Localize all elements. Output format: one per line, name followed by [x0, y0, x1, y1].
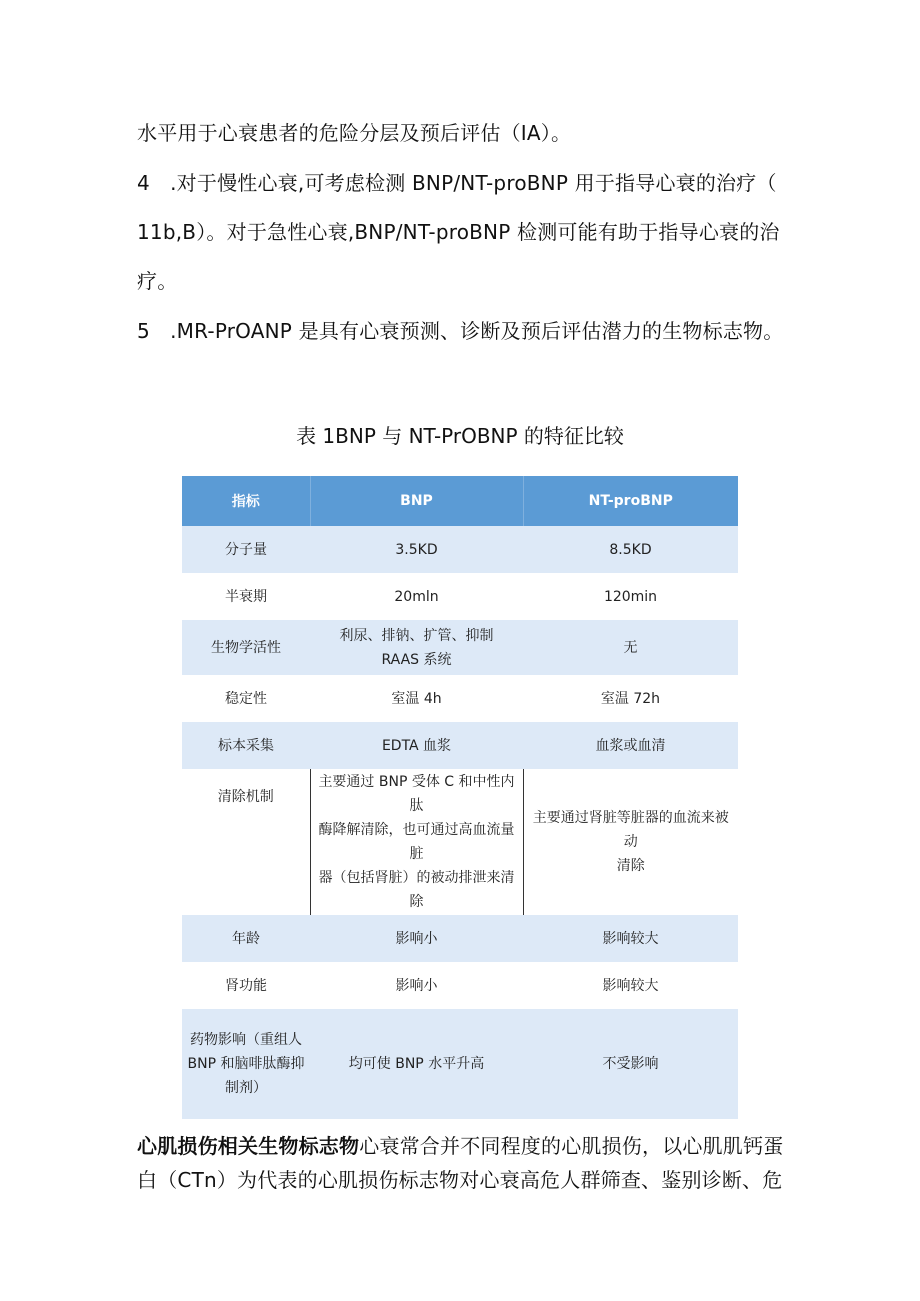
cell-line: 制剂）: [225, 1080, 267, 1096]
row-label: 生物学活性: [182, 620, 310, 675]
cell-line: 主要通过肾脏等脏器的血流来被动: [532, 810, 729, 850]
ntprobnp-cell: 室温 72h: [523, 675, 738, 722]
paragraph-4-line-2: 11b,B）。对于急性心衰,BNP/NT-proBNP 检测可能有助于指导心衰的治: [137, 220, 780, 244]
bnp-cell: 室温 4h: [310, 675, 523, 722]
bnp-cell: [310, 769, 523, 915]
row-label: 分子量: [182, 526, 310, 573]
ntprobnp-cell: 血浆或血清: [523, 722, 738, 769]
bnp-cell: 影响小: [310, 962, 523, 1009]
paragraph-4-line-3: 疗。: [137, 269, 178, 293]
cell-line: 酶降解清除，也可通过高血流量脏: [318, 822, 515, 862]
cell-line: 利尿、排钠、扩管、抑制: [339, 627, 494, 644]
bottom-paragraph-line-1: [137, 1134, 792, 1158]
table-row: [182, 526, 738, 573]
table-row: [182, 675, 738, 722]
ntprobnp-cell: [523, 769, 738, 915]
header-ntprobnp: NT-proBNP: [523, 476, 738, 526]
cell-line: 清除: [616, 858, 645, 874]
cell-line: BNP 和脑啡肽酶抑: [187, 1056, 305, 1072]
ntprobnp-cell: 8.5KD: [523, 526, 738, 573]
cell-line: 药物影响（重组人: [190, 1032, 302, 1048]
comparison-table: [182, 476, 738, 1119]
row-label: 清除机制: [182, 769, 310, 915]
table-header-row: [182, 476, 738, 526]
table-caption: 表 1BNP 与 NT-PrOBNP 的特征比较: [296, 424, 624, 448]
paragraph-line: 水平用于心衰患者的危险分层及预后评估（IA）。: [137, 121, 572, 145]
table-row: [182, 722, 738, 769]
bnp-cell: 均可使 BNP 水平升高: [310, 1009, 523, 1119]
cell-line: 器（包括肾脏）的被动排泄来清除: [318, 870, 515, 910]
ntprobnp-cell: 无: [523, 620, 738, 675]
bnp-cell: 影响小: [310, 915, 523, 962]
ntprobnp-cell: 120min: [523, 573, 738, 620]
row-label: 稳定性: [182, 675, 310, 722]
header-indicator: 指标: [182, 476, 310, 526]
paragraph-5: 5 .MR-PrOANP 是具有心衰预测、诊断及预后评估潜力的生物标志物。: [137, 319, 784, 343]
ntprobnp-cell: 影响较大: [523, 962, 738, 1009]
bnp-cell: 3.5KD: [310, 526, 523, 573]
table-row: [182, 962, 738, 1009]
bottom-paragraph-line-2: 白（CTn）为代表的心肌损伤标志物对心衰高危人群筛查、鉴别诊断、危: [137, 1168, 783, 1192]
paragraph-4-line-1: 4 .对于慢性心衰,可考虑检测 BNP/NT-proBNP 用于指导心衰的治疗（: [137, 171, 777, 195]
paragraph-text: 心衰常合并不同程度的心肌损伤，以心肌肌钙蛋: [359, 1134, 784, 1158]
bnp-cell: 20mln: [310, 573, 523, 620]
table-row: [182, 620, 738, 675]
table-row: [182, 769, 738, 915]
row-label: 标本采集: [182, 722, 310, 769]
bold-heading: 心肌损伤相关生物标志物: [137, 1134, 360, 1158]
row-label: [182, 1009, 310, 1119]
header-bnp: BNP: [310, 476, 523, 526]
table-row: [182, 1009, 738, 1119]
row-label: 半衰期: [182, 573, 310, 620]
table-row: [182, 573, 738, 620]
row-label: 肾功能: [182, 962, 310, 1009]
table-row: [182, 915, 738, 962]
ntprobnp-cell: 不受影响: [523, 1009, 738, 1119]
cell-line: 主要通过 BNP 受体 C 和中性内肽: [318, 774, 515, 814]
row-label: 年龄: [182, 915, 310, 962]
bnp-cell: EDTA 血浆: [310, 722, 523, 769]
ntprobnp-cell: 影响较大: [523, 915, 738, 962]
bnp-cell: [310, 620, 523, 675]
cell-line: RAAS 系统: [381, 651, 452, 668]
